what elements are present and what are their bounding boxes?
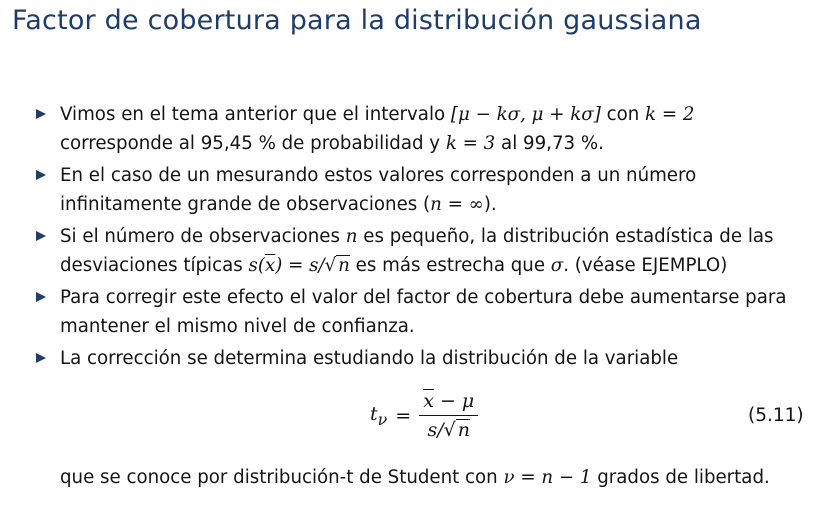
- bullet-1-text-a: Vimos en el tema anterior que el intervalo: [60, 104, 451, 125]
- sigma-symbol: σ: [550, 255, 564, 276]
- bullet-1-text-b: con: [600, 104, 646, 125]
- bullet-4-text: Para corregir este efecto el valor del factor de cobertura debe aumentarse para mantener el mismo nivel de confianza.: [60, 287, 787, 337]
- bullet-5-text: La corrección se determina estudiando la distribución de la variable: [60, 348, 679, 369]
- footer-text: que se conoce por distribución-t de Student con ν = n − 1 grados de libertad.: [60, 467, 770, 488]
- bullet-5: [34, 344, 814, 373]
- bullet-3-text-b: es pequeño, la distribución estadística de las desviaciones típicas: [60, 226, 774, 276]
- degrees-of-freedom-formula: ν = n − 1: [503, 467, 592, 488]
- bullet-3: [34, 222, 814, 280]
- equation-denominator: s/√ n: [427, 419, 470, 441]
- bullet-triangle-icon: [36, 231, 46, 241]
- equation-numerator: $\overline{x} - \mu$: [419, 390, 478, 416]
- equation-equals: =: [395, 404, 412, 427]
- equation-number: (5.11): [748, 405, 804, 426]
- k-equals-2: k = 2: [645, 104, 695, 125]
- slide-title: Factor de cobertura para la distribución gaussiana: [12, 5, 702, 36]
- interval-formula: [μ − kσ, μ + kσ]: [450, 104, 601, 125]
- bullet-1-text-d: al 99,73 %.: [495, 133, 604, 154]
- bullet-1: [34, 100, 814, 158]
- k-equals-3: k = 3: [445, 133, 496, 154]
- bullet-list: [34, 100, 814, 376]
- bullet-triangle-icon: [36, 292, 46, 302]
- bullet-2-text-a: En el caso de un mesurando estos valores corresponden a un número infinitamente grande de observaciones (: [60, 165, 697, 215]
- bullet-3-text-d: . (véase EJEMPLO): [563, 255, 728, 276]
- bullet-1-text-c: corresponde al 95,45 % de probabilidad y: [60, 133, 446, 154]
- equation-fraction: [419, 390, 478, 441]
- equation-lhs: $t_\nu$: [370, 402, 388, 429]
- bullet-3-text-a: Si el número de observaciones: [60, 226, 346, 247]
- bullet-triangle-icon: [36, 170, 46, 180]
- n-equals-infinity: n = ∞: [430, 194, 484, 215]
- bullet-triangle-icon: [36, 109, 46, 119]
- variable-n: n: [345, 226, 358, 247]
- student-t-equation: [370, 390, 478, 441]
- bullet-2-text-b: ).: [483, 194, 497, 215]
- std-dev-formula: $s(\overline{x}) = s/√$ n: [248, 255, 350, 276]
- bullet-3-text-c: es más estrecha que: [349, 255, 551, 276]
- bullet-2: [34, 161, 814, 219]
- bullet-triangle-icon: [36, 353, 46, 363]
- bullet-4: [34, 283, 814, 341]
